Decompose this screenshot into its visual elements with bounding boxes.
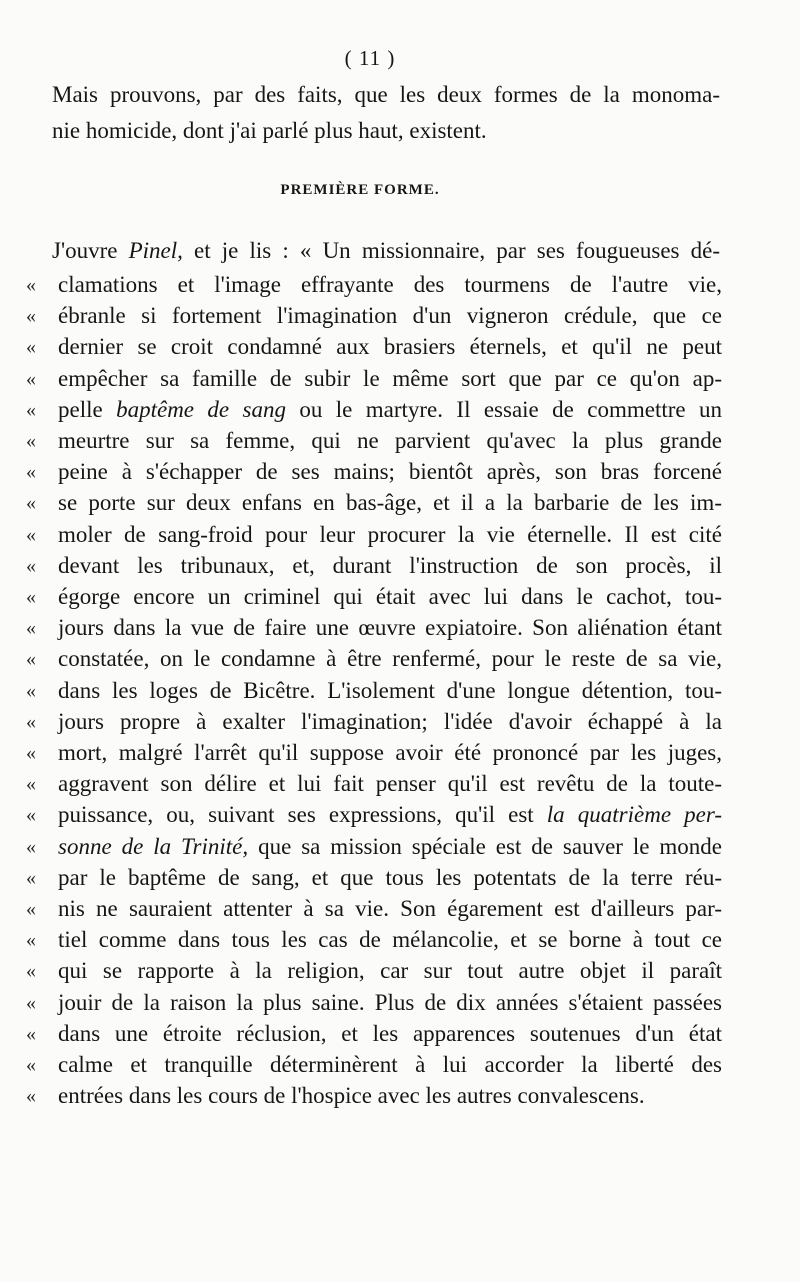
quote-mark: « bbox=[26, 711, 36, 733]
text-line bbox=[58, 988, 722, 1018]
intro-line bbox=[52, 80, 720, 110]
quote-mark: « bbox=[26, 836, 36, 858]
text-line bbox=[58, 956, 722, 986]
text-segment: ou le martyre. Il essaie de commettre un bbox=[285, 397, 723, 422]
text-segment: peine à s'échapper de ses mains; bientôt après, son bras forcené bbox=[58, 459, 722, 484]
text-line bbox=[58, 488, 722, 518]
quote-mark: « bbox=[26, 586, 36, 608]
text-segment: constatée, on le condamne à être renfermé, pour le reste de sa vie, bbox=[58, 646, 722, 671]
text-line bbox=[58, 925, 722, 955]
quote-mark: « bbox=[26, 742, 36, 764]
text-line bbox=[58, 769, 722, 799]
text-line bbox=[58, 707, 722, 737]
text-segment: empêcher sa famille de subir le même sort que par ce qu'on ap- bbox=[58, 366, 722, 391]
text-line bbox=[58, 738, 722, 768]
text-segment: clamations et l'image effrayante des tourmens de l'autre vie, bbox=[58, 272, 722, 297]
section-heading: PREMIÈRE FORME. bbox=[280, 182, 440, 198]
text-line bbox=[58, 832, 722, 862]
text-line bbox=[58, 644, 722, 674]
quote-mark: « bbox=[26, 274, 36, 296]
text-line bbox=[58, 582, 722, 612]
quote-mark: « bbox=[26, 461, 36, 483]
text-line bbox=[58, 301, 722, 331]
text-segment: nie homicide, dont j'ai parlé plus haut, existent. bbox=[52, 118, 487, 143]
text-segment: dans une étroite réclusion, et les apparences soutenues d'un état bbox=[58, 1021, 722, 1046]
quote-mark: « bbox=[26, 430, 36, 452]
text-line bbox=[58, 1050, 722, 1080]
quote-mark: « bbox=[26, 336, 36, 358]
text-segment: Mais prouvons, par des faits, que les deux formes de la monoma- bbox=[52, 82, 720, 107]
text-segment: puissance, ou, suivant ses expressions, qu'il est bbox=[58, 802, 547, 827]
text-segment: dernier se croit condamné aux brasiers éternels, et qu'il ne peut bbox=[58, 334, 722, 359]
text-line bbox=[58, 270, 722, 300]
text-line bbox=[58, 364, 722, 394]
text-segment: par le baptême de sang, et que tous les potentats de la terre réu- bbox=[58, 865, 722, 890]
text-segment: tiel comme dans tous les cas de mélancolie, et se borne à tout ce bbox=[58, 927, 722, 952]
text-segment: égorge encore un criminel qui était avec lui dans le cachot, tou- bbox=[58, 584, 722, 609]
quote-mark: « bbox=[26, 555, 36, 577]
text-line bbox=[58, 800, 722, 830]
italic-text: la quatrième per- bbox=[546, 802, 722, 827]
quote-mark: « bbox=[26, 305, 36, 327]
quote-mark: « bbox=[26, 492, 36, 514]
text-segment: jours propre à exalter l'imagination; l'idée d'avoir échappé à la bbox=[58, 709, 722, 734]
quote-mark: « bbox=[26, 960, 36, 982]
quote-mark: « bbox=[26, 804, 36, 826]
italic-text: sonne de la Trinité, bbox=[58, 834, 249, 859]
quote-mark: « bbox=[26, 648, 36, 670]
text-segment: entrées dans les cours de l'hospice avec les autres convalescens. bbox=[58, 1083, 645, 1108]
quote-mark: « bbox=[26, 1023, 36, 1045]
text-segment: moler de sang-froid pour leur procurer la vie éternelle. Il est cité bbox=[58, 522, 722, 547]
text-line bbox=[58, 1019, 722, 1049]
quote-mark: « bbox=[26, 617, 36, 639]
text-line bbox=[58, 332, 722, 362]
text-line bbox=[58, 520, 722, 550]
text-segment: meurtre sur sa femme, qui ne parvient qu'avec la plus grande bbox=[58, 428, 722, 453]
text-segment: mort, malgré l'arrêt qu'il suppose avoir été prononcé par les juges, bbox=[58, 740, 722, 765]
text-line bbox=[58, 426, 722, 456]
text-segment: J'ouvre bbox=[52, 238, 129, 263]
quote-mark: « bbox=[26, 1085, 36, 1107]
text-line bbox=[58, 551, 722, 581]
text-line bbox=[58, 863, 722, 893]
text-line bbox=[58, 676, 722, 706]
text-segment: et je lis : « Un missionnaire, par ses fougueuses dé- bbox=[182, 238, 720, 263]
text-line bbox=[58, 395, 722, 425]
text-segment: devant les tribunaux, et, durant l'instruction de son procès, il bbox=[58, 553, 722, 578]
text-segment: qui se rapporte à la religion, car sur tout autre objet il paraît bbox=[58, 958, 722, 983]
quote-mark: « bbox=[26, 867, 36, 889]
text-segment: jouir de la raison la plus saine. Plus de dix années s'étaient passées bbox=[58, 990, 722, 1015]
quote-mark: « bbox=[26, 929, 36, 951]
italic-text: Pinel, bbox=[128, 238, 183, 263]
text-segment: se porte sur deux enfans en bas-âge, et il a la barbarie de les im- bbox=[58, 490, 722, 515]
quote-mark: « bbox=[26, 992, 36, 1014]
text-line bbox=[52, 236, 720, 266]
text-line bbox=[58, 613, 722, 643]
text-segment: pelle bbox=[58, 397, 117, 422]
text-segment: calme et tranquille déterminèrent à lui accorder la liberté des bbox=[58, 1052, 722, 1077]
italic-text: baptême de sang bbox=[116, 397, 286, 422]
page-number: ( 11 ) bbox=[344, 46, 396, 70]
text-segment: nis ne sauraient attenter à sa vie. Son égarement est d'ailleurs par- bbox=[58, 896, 722, 921]
quote-mark: « bbox=[26, 680, 36, 702]
text-line bbox=[58, 1081, 722, 1111]
text-segment: aggravent son délire et lui fait penser qu'il est revêtu de la toute- bbox=[58, 771, 722, 796]
text-segment: dans les loges de Bicêtre. L'isolement d'une longue détention, tou- bbox=[58, 678, 722, 703]
text-segment: ébranle si fortement l'imagination d'un vigneron crédule, que ce bbox=[58, 303, 722, 328]
text-line bbox=[58, 894, 722, 924]
text-segment: que sa mission spéciale est de sauver le monde bbox=[248, 834, 722, 859]
intro-line bbox=[52, 116, 720, 146]
quote-mark: « bbox=[26, 399, 36, 421]
text-segment: jours dans la vue de faire une œuvre expiatoire. Son aliénation étant bbox=[58, 615, 722, 640]
quote-mark: « bbox=[26, 368, 36, 390]
quote-mark: « bbox=[26, 773, 36, 795]
text-line bbox=[58, 457, 722, 487]
quote-mark: « bbox=[26, 1054, 36, 1076]
quote-mark: « bbox=[26, 898, 36, 920]
quote-mark: « bbox=[26, 524, 36, 546]
